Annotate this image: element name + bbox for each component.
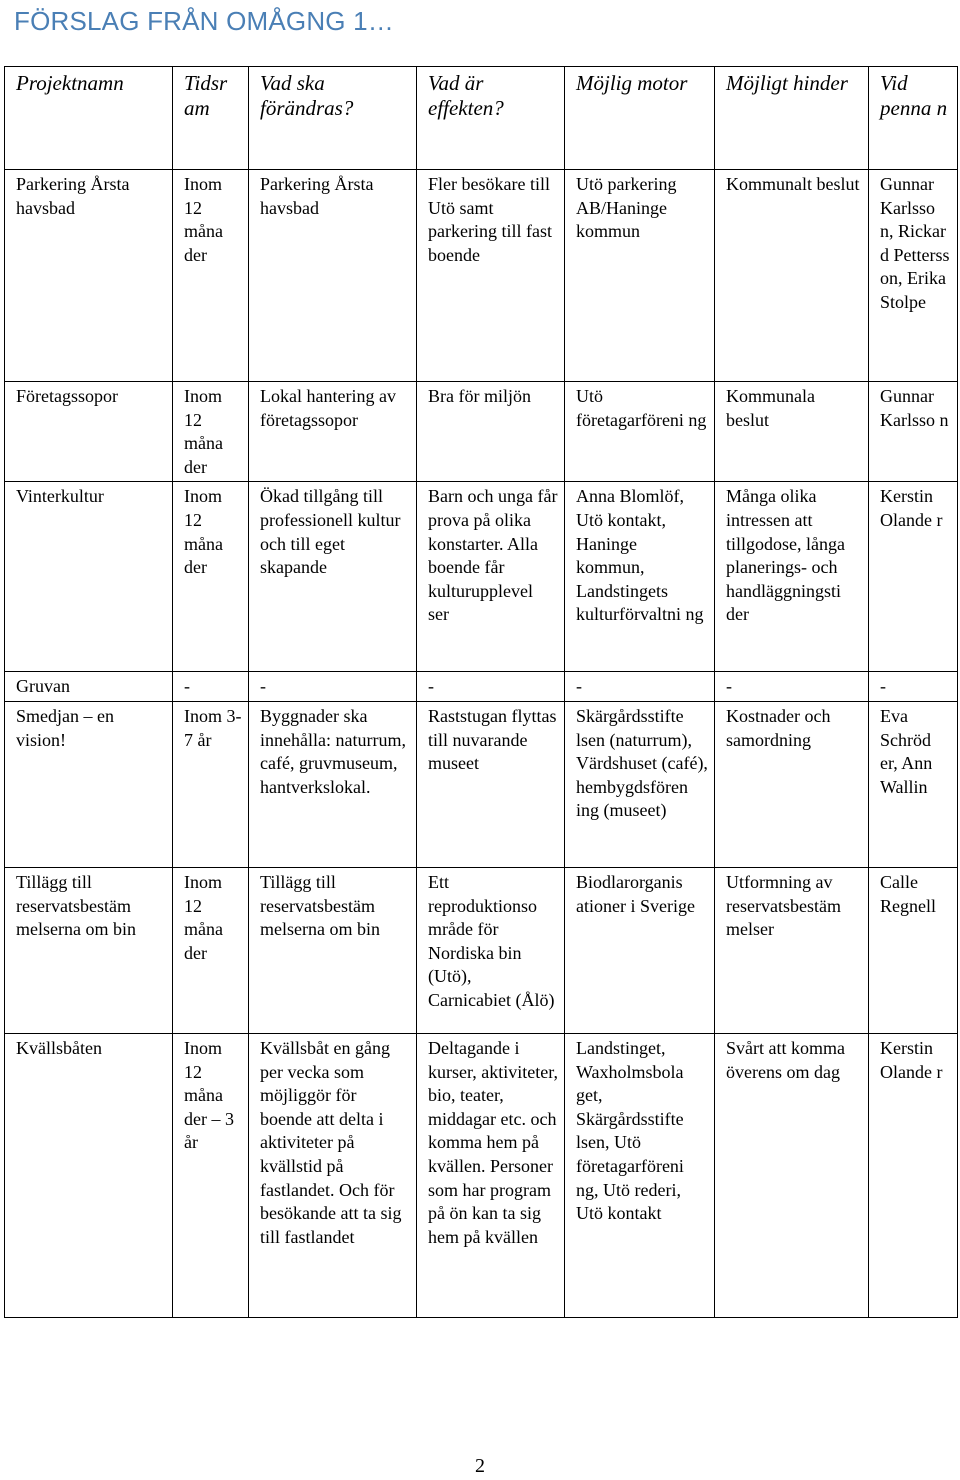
cell-motor: Biodlarorganis ationer i Sverige — [565, 867, 715, 1033]
cell-motor: Anna Blomlöf, Utö kontakt, Haninge kommun, Landstingets kulturförvaltni ng — [565, 482, 715, 672]
cell-timeframe: Inom 12 måna der — [173, 170, 249, 382]
cell-obstacle: Svårt att komma överens om dag — [715, 1033, 869, 1317]
cell-effect: Ett reproduktionso mråde för Nordiska bin (Utö), Carnicabiet (Ålö) — [417, 867, 565, 1033]
table-row — [5, 382, 958, 482]
cell-obstacle: Utformning av reservatsbestäm melser — [715, 867, 869, 1033]
cell-change: Tillägg till reservatsbestäm melserna om bin — [249, 867, 417, 1033]
cell-change: Ökad tillgång till professionell kultur och till eget skapande — [249, 482, 417, 672]
cell-timeframe: Inom 12 måna der — [173, 867, 249, 1033]
cell-change: Kvällsbåt en gång per vecka som möjliggör för boende att delta i aktiviteter på kvällstid på fastlandet. Och för besökande att ta sig till fastlandet — [249, 1033, 417, 1317]
page-title: FÖRSLAG FRÅN OMÅGNG 1… — [14, 6, 395, 36]
cell-responsible: Calle Regnell — [869, 867, 958, 1033]
cell-project-name: Tillägg till reservatsbestäm melserna om bin — [5, 867, 173, 1033]
cell-change: Lokal hantering av företagssopor — [249, 382, 417, 482]
cell-timeframe: Inom 12 måna der — [173, 382, 249, 482]
cell-change: Byggnader ska innehålla: naturrum, café, gruvmuseum, hantverkslokal. — [249, 701, 417, 867]
table-row — [5, 482, 958, 672]
cell-timeframe: - — [173, 672, 249, 702]
cell-motor: - — [565, 672, 715, 702]
cell-project-name: Parkering Årsta havsbad — [5, 170, 173, 382]
column-header-mojlig-motor: Möjlig motor — [565, 67, 715, 170]
cell-change: - — [249, 672, 417, 702]
table-row — [5, 1033, 958, 1317]
table-row — [5, 170, 958, 382]
header-row — [5, 67, 958, 170]
column-header-tidsram: Tidsr am — [173, 67, 249, 170]
cell-responsible: Eva Schröd er, Ann Wallin — [869, 701, 958, 867]
cell-responsible: - — [869, 672, 958, 702]
cell-motor: Landstinget, Waxholmsbola get, Skärgårdsstifte lsen, Utö företagarföreni ng, Utö rederi, Utö kontakt — [565, 1033, 715, 1317]
cell-responsible: Kerstin Olande r — [869, 482, 958, 672]
column-header-mojligt-hinder: Möjligt hinder — [715, 67, 869, 170]
cell-effect: - — [417, 672, 565, 702]
cell-obstacle: Många olika intressen att tillgodose, långa planerings- och handläggningsti der — [715, 482, 869, 672]
cell-responsible: Gunnar Karlsso n, Rickar d Petterss on, Erika Stolpe — [869, 170, 958, 382]
project-table — [4, 66, 958, 1318]
table-row — [5, 701, 958, 867]
cell-obstacle: Kommunalt beslut — [715, 170, 869, 382]
column-header-vad-ar-effekten: Vad är effekten? — [417, 67, 565, 170]
cell-obstacle: Kostnader och samordning — [715, 701, 869, 867]
cell-effect: Bra för miljön — [417, 382, 565, 482]
cell-motor: Utö parkering AB/Haninge kommun — [565, 170, 715, 382]
cell-timeframe: Inom 3-7 år — [173, 701, 249, 867]
cell-change: Parkering Årsta havsbad — [249, 170, 417, 382]
page-number: 2 — [475, 1455, 485, 1477]
column-header-projektnamn: Projektnamn — [5, 67, 173, 170]
cell-effect: Fler besökare till Utö samt parkering till fast boende — [417, 170, 565, 382]
cell-responsible: Gunnar Karlsso n — [869, 382, 958, 482]
cell-obstacle: Kommunala beslut — [715, 382, 869, 482]
cell-effect: Raststugan flyttas till nuvarande museet — [417, 701, 565, 867]
cell-timeframe: Inom 12 måna der — [173, 482, 249, 672]
cell-responsible: Kerstin Olande r — [869, 1033, 958, 1317]
cell-project-name: Kvällsbåten — [5, 1033, 173, 1317]
cell-effect: Barn och unga får prova på olika konstarter. Alla boende får kulturupplevel ser — [417, 482, 565, 672]
cell-effect: Deltagande i kurser, aktiviteter, bio, teater, middagar etc. och komma hem på kvällen. Personer som har program på ön kan ta sig hem på kvällen — [417, 1033, 565, 1317]
table-row — [5, 672, 958, 702]
cell-motor: Skärgårdsstifte lsen (naturrum), Värdshuset (café), hembygdsfören ing (museet) — [565, 701, 715, 867]
cell-project-name: Smedjan – en vision! — [5, 701, 173, 867]
column-header-vid-pennan: Vid penna n — [869, 67, 958, 170]
column-header-vad-ska-forandras: Vad ska förändras? — [249, 67, 417, 170]
cell-project-name: Företagssopor — [5, 382, 173, 482]
cell-project-name: Gruvan — [5, 672, 173, 702]
cell-obstacle: - — [715, 672, 869, 702]
cell-project-name: Vinterkultur — [5, 482, 173, 672]
table-row — [5, 867, 958, 1033]
cell-motor: Utö företagarföreni ng — [565, 382, 715, 482]
cell-timeframe: Inom 12 måna der – 3 år — [173, 1033, 249, 1317]
